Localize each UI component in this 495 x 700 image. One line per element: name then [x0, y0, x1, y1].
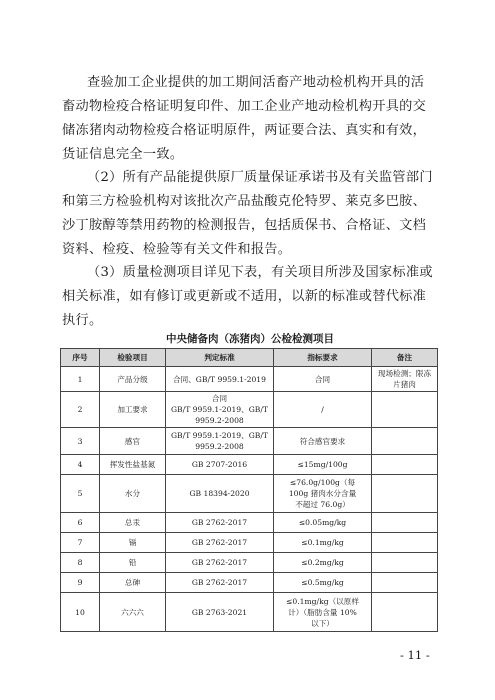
- cell-no: 7: [61, 533, 100, 553]
- text-line: 货证信息完全一致。: [62, 147, 184, 162]
- cell-no: 1: [61, 367, 100, 392]
- cell-standard-line: GB/T 9959.1-2019、GB/T: [170, 431, 268, 440]
- cell-no: 9: [61, 573, 100, 593]
- cell-no: 5: [61, 475, 100, 513]
- cell-note: [372, 475, 438, 513]
- paragraph-test-items: [62, 261, 442, 333]
- header-standard: 判定标准: [166, 349, 274, 367]
- text-line: （2）所有产品能提供原厂质量保证承诺书及有关监管部门: [87, 170, 433, 185]
- table-row: [61, 392, 438, 428]
- cell-requirement: [274, 553, 372, 573]
- cell-requirement: [274, 593, 372, 632]
- cell-standard: [166, 593, 274, 632]
- text-line: 执行。: [62, 313, 103, 328]
- cell-requirement-line: 合同: [314, 374, 331, 384]
- cell-requirement: [274, 428, 372, 455]
- cell-standard: [166, 553, 274, 573]
- cell-requirement: [274, 455, 372, 475]
- table-row: [61, 553, 438, 573]
- header-requirement: 指标要求: [274, 349, 372, 367]
- text-line: 查验加工企业提供的加工期间活畜产地动检机构开具的活: [87, 75, 425, 90]
- cell-requirement: [274, 573, 372, 593]
- cell-item: 产品分级: [100, 367, 166, 392]
- cell-requirement-line: ≤0.1mg/kg: [301, 538, 344, 547]
- paragraph-quality-reports: [62, 166, 442, 262]
- text-line: 储冻猪肉动物检疫合格证明原件，两证要合法、真实和有效，: [62, 123, 427, 138]
- cell-item: 感官: [100, 428, 166, 455]
- cell-no: 8: [61, 553, 100, 573]
- cell-standard: [166, 428, 274, 455]
- cell-note: [372, 428, 438, 455]
- cell-note: [372, 553, 438, 573]
- table-row: [61, 573, 438, 593]
- text-line: 相关标准，如有修订或更新或不适用，以新的标准或替代标准: [62, 289, 427, 304]
- inspection-items-table: [60, 348, 438, 632]
- cell-no: 2: [61, 392, 100, 428]
- table-title: 中央储备肉（冻猪肉）公检检测项目: [166, 333, 334, 345]
- cell-standard: [166, 513, 274, 533]
- cell-note: [372, 573, 438, 593]
- cell-standard: [166, 475, 274, 513]
- table-row: [61, 475, 438, 513]
- cell-standard: [166, 455, 274, 475]
- cell-standard-line: GB 2762-2017: [191, 558, 248, 567]
- cell-no: 10: [61, 593, 100, 632]
- cell-standard-line: 9959.2-2008: [195, 442, 244, 451]
- header-no: 序号: [61, 349, 100, 367]
- cell-standard: [166, 367, 274, 392]
- cell-no: 6: [61, 513, 100, 533]
- cell-requirement-line: ≤0.5mg/kg: [301, 578, 344, 587]
- cell-item: 挥发性盐基氮: [100, 455, 166, 475]
- cell-note: [372, 392, 438, 428]
- cell-standard-line: GB 2762-2017: [191, 538, 248, 547]
- text-line: 畜动物检疫合格证明复印件、加工企业产地动检机构开具的交: [62, 99, 427, 114]
- page-number: - 11 -: [400, 648, 430, 662]
- text-line: 和第三方检验机构对该批次产品盐酸克伦特罗、莱克多巴胺、: [62, 194, 427, 209]
- cell-requirement-line: 100g 猪肉水分含量: [288, 489, 357, 498]
- cell-standard: [166, 392, 274, 428]
- cell-standard-line: GB 2762-2017: [191, 518, 248, 527]
- cell-requirement-line: ≤0.05mg/kg: [298, 518, 347, 527]
- cell-requirement-line: 以下）: [311, 618, 334, 628]
- cell-standard-line: GB 2707-2016: [191, 460, 248, 469]
- cell-requirement-line: 不超过 76.0g）: [295, 500, 350, 509]
- text-line: （3）质量检测项目详见下表，有关项目所涉及国家标准或: [87, 265, 433, 280]
- cell-note: [372, 533, 438, 553]
- cell-note: [372, 513, 438, 533]
- header-note: 备注: [372, 349, 438, 367]
- cell-requirement-line: 计）（脂肪含量 10%: [288, 607, 357, 617]
- cell-requirement: [274, 392, 372, 428]
- header-item: 检验项目: [100, 349, 166, 367]
- cell-note: [372, 455, 438, 475]
- cell-item: 总汞: [100, 513, 166, 533]
- cell-requirement-line: ≤76.0g/100g（每: [289, 478, 356, 487]
- cell-standard-line: GB 2763-2021: [191, 607, 248, 617]
- cell-item: 铅: [100, 553, 166, 573]
- table-row: [61, 428, 438, 455]
- cell-standard-line: GB 2762-2017: [191, 578, 248, 587]
- cell-note: [372, 593, 438, 632]
- cell-standard-line: 合同: [211, 394, 228, 403]
- cell-note-line: 现场检测；限冻: [377, 369, 432, 378]
- text-line: 资料、检疫、检验等有关文件和报告。: [62, 242, 292, 257]
- cell-standard-line: 9959.2-2008: [195, 416, 244, 425]
- cell-requirement: [274, 475, 372, 513]
- table-row: [61, 593, 438, 632]
- cell-standard-line: GB/T 9959.1-2019、GB/T: [170, 405, 268, 414]
- cell-item: 加工要求: [100, 392, 166, 428]
- table-row: [61, 513, 438, 533]
- cell-requirement: [274, 533, 372, 553]
- cell-note-line: 片猪肉: [393, 380, 416, 389]
- cell-standard: [166, 573, 274, 593]
- text-line: 沙丁胺醇等禁用药物的检测报告，包括质保书、合格证、文档: [62, 218, 427, 233]
- table-row: [61, 367, 438, 392]
- cell-requirement-line: ≤15mg/100g: [297, 460, 348, 469]
- table-row: [61, 455, 438, 475]
- cell-no: 3: [61, 428, 100, 455]
- cell-item: 水分: [100, 475, 166, 513]
- cell-requirement-line: /: [321, 405, 324, 414]
- cell-requirement-line: ≤0.1mg/kg（以原样: [286, 596, 359, 606]
- paragraph-inspection-certificates: [62, 71, 442, 167]
- cell-requirement: [274, 367, 372, 392]
- cell-item: 总砷: [100, 573, 166, 593]
- cell-item: 镉: [100, 533, 166, 553]
- cell-requirement: [274, 513, 372, 533]
- cell-standard-line: 合同、GB/T 9959.1-2019: [173, 374, 266, 384]
- cell-standard-line: GB 18394-2020: [189, 489, 250, 498]
- cell-no: 4: [61, 455, 100, 475]
- cell-standard: [166, 533, 274, 553]
- cell-item: 六六六: [100, 593, 166, 632]
- cell-requirement-line: 符合感官要求: [299, 436, 346, 446]
- cell-requirement-line: ≤0.2mg/kg: [301, 558, 344, 567]
- table-header-row: [61, 349, 438, 367]
- cell-note: [372, 367, 438, 392]
- table-row: [61, 533, 438, 553]
